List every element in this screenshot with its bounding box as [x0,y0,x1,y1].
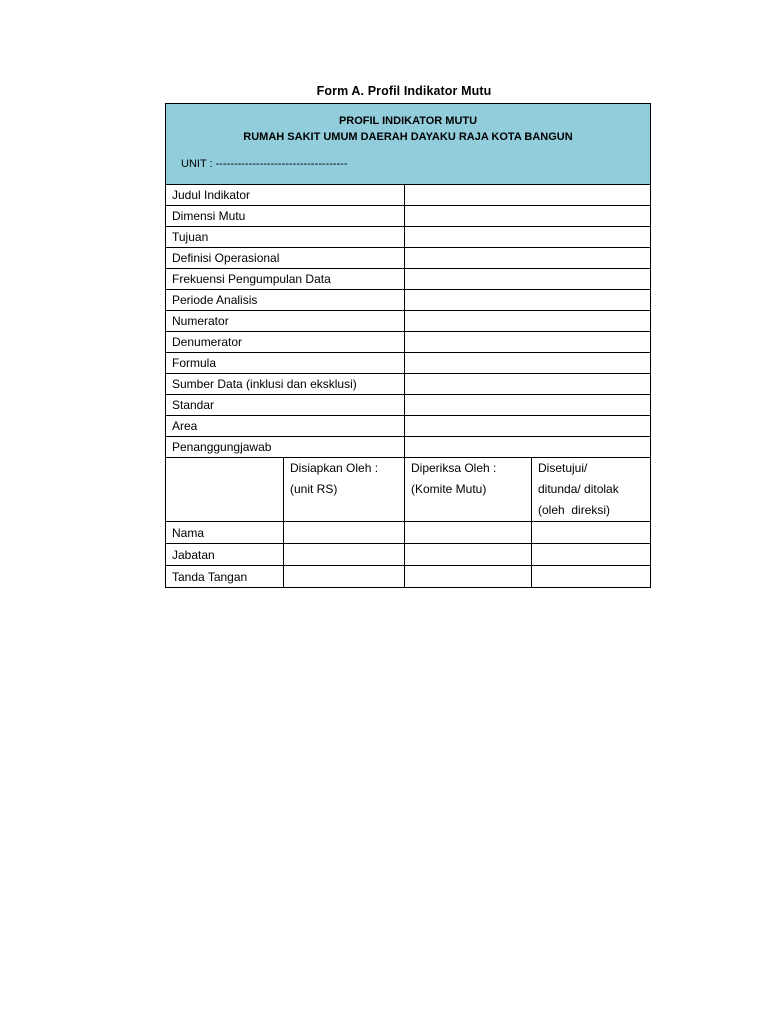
header-title: PROFIL INDIKATOR MUTU [338,115,478,127]
row-label: Penanggungjawab [166,437,405,458]
table-row [166,395,651,416]
row-label: Tujuan [166,227,405,248]
header-hospital-name: RUMAH SAKIT UMUM DAERAH DAYAKU RAJA KOTA BANGUN [243,131,573,143]
row-label: Frekuensi Pengumpulan Data [166,269,405,290]
signature-cell[interactable] [284,522,405,544]
page-title: Form A. Profil Indikator Mutu [316,84,492,98]
signature-cell[interactable] [405,566,532,588]
approved-by-label: Disetujui/ [538,461,588,475]
checked-by-label: Diperiksa Oleh : [411,461,497,475]
signature-row [166,522,651,544]
signature-row [166,544,651,566]
row-value-cell[interactable] [405,206,651,227]
approved-by-options: ditunda/ ditolak [538,482,619,496]
row-label: Judul Indikator [166,185,405,206]
row-value-cell[interactable] [405,269,651,290]
table-row [166,269,651,290]
prepared-by-label: Disiapkan Oleh : [290,461,379,475]
signature-prepared-by-header [284,458,405,522]
table-row [166,206,651,227]
row-value-cell[interactable] [405,248,651,269]
signature-row-label: Nama [166,522,284,544]
table-row [166,332,651,353]
table-row [166,248,651,269]
row-label: Formula [166,353,405,374]
signature-row-label: Jabatan [166,544,284,566]
row-label: Dimensi Mutu [166,206,405,227]
signature-cell[interactable] [284,566,405,588]
row-label: Periode Analisis [166,290,405,311]
row-label: Denumerator [166,332,405,353]
row-label: Sumber Data (inklusi dan eksklusi) [166,374,405,395]
checked-by-sublabel: (Komite Mutu) [411,482,487,496]
row-label: Standar [166,395,405,416]
row-value-cell[interactable] [405,437,651,458]
row-value-cell[interactable] [405,185,651,206]
row-label: Numerator [166,311,405,332]
table-row [166,374,651,395]
header-unit-field: UNIT : ------------------------------------ [181,158,348,170]
signature-cell[interactable] [532,566,651,588]
signature-cell[interactable] [405,544,532,566]
signature-row [166,566,651,588]
signature-approved-by-header [532,458,651,522]
signature-cell[interactable] [405,522,532,544]
row-value-cell[interactable] [405,353,651,374]
table-row [166,290,651,311]
table-row [166,416,651,437]
row-value-cell[interactable] [405,416,651,437]
row-value-cell[interactable] [405,374,651,395]
table-row [166,227,651,248]
indicator-profile-form [165,103,651,588]
row-value-cell[interactable] [405,290,651,311]
row-label: Definisi Operasional [166,248,405,269]
signature-header-empty [166,458,284,522]
signature-header-row [166,458,651,522]
row-label: Area [166,416,405,437]
row-value-cell[interactable] [405,227,651,248]
row-value-cell[interactable] [405,332,651,353]
form-header [166,104,651,185]
row-value-cell[interactable] [405,395,651,416]
table-row [166,311,651,332]
prepared-by-sublabel: (unit RS) [290,482,338,496]
signature-cell[interactable] [284,544,405,566]
table-row [166,437,651,458]
signature-row-label: Tanda Tangan [166,566,284,588]
approved-by-sublabel: (oleh direksi) [538,503,611,517]
form-header-row [166,104,651,185]
table-row [166,185,651,206]
row-value-cell[interactable] [405,311,651,332]
signature-checked-by-header [405,458,532,522]
signature-cell[interactable] [532,544,651,566]
table-row [166,353,651,374]
signature-cell[interactable] [532,522,651,544]
